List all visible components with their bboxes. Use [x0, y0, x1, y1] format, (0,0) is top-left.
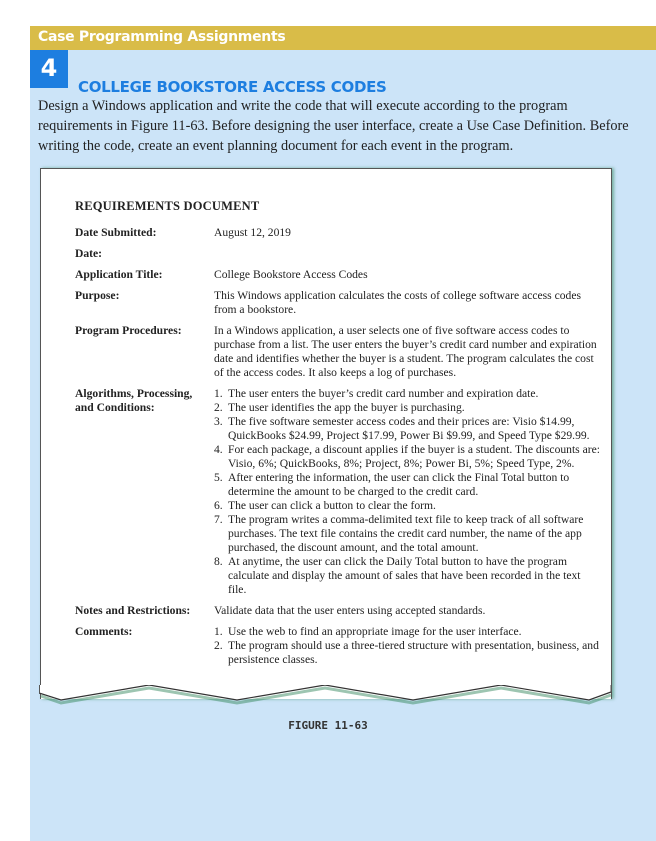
list-item	[214, 513, 600, 555]
list-item	[214, 443, 600, 471]
value: College Bookstore Access Codes	[214, 268, 368, 281]
section-banner	[30, 26, 656, 50]
item-number: 3.	[214, 415, 223, 428]
requirements-rows	[75, 226, 600, 674]
intro-paragraph: Design a Windows application and write the code that will execute according to the program requirements in Figure 11-63. Before designing the user interface, create a Use Case Definition. Before writing the code, create an event planning document for each event in the program.	[38, 98, 629, 154]
list-item	[214, 499, 600, 513]
value: This Windows application calculates the costs of college software access codes from a bookstore.	[214, 289, 581, 316]
figure-caption: FIGURE 11-63	[288, 719, 368, 732]
item-text: For each package, a discount applies if the buyer is a student. The discounts are: Visio, 6%; QuickBooks, 8%; Project, 8%; Power Bi, 5%; Speed Type, 2%.	[228, 443, 600, 470]
value	[214, 247, 600, 261]
row-date-submitted	[75, 226, 600, 240]
list-item	[214, 401, 600, 415]
item-text: The five software semester access codes and their prices are: Visio $14.99, QuickBooks $24.99, Project $17.99, Power Bi $9.99, and Speed Type $29.99.	[228, 415, 590, 442]
row-notes	[75, 604, 600, 618]
list-item	[214, 625, 600, 639]
item-text: The user can click a button to clear the form.	[228, 499, 436, 512]
item-text: The user identifies the app the buyer is purchasing.	[228, 401, 465, 414]
row-application-title	[75, 268, 600, 282]
list-item	[214, 387, 600, 401]
label: Algorithms, Processing, and Conditions:	[75, 387, 193, 414]
row-date	[75, 247, 600, 261]
torn-edge	[39, 685, 613, 715]
item-number: 6.	[214, 499, 223, 512]
section-title: Case Programming Assignments	[38, 29, 286, 45]
row-program-procedures	[75, 324, 600, 380]
label: Notes and Restrictions:	[75, 604, 191, 617]
item-number: 4.	[214, 443, 223, 456]
label: Program Procedures:	[75, 324, 182, 337]
item-text: At anytime, the user can click the Daily Total button to have the program calculate and display the amount of sales that have been recorded in the text file.	[228, 555, 581, 596]
label: Date Submitted:	[75, 226, 157, 239]
item-text: The program writes a comma-delimited text file to keep track of all software purchases. The text file contains the credit card number, the name of the app purchased, the discount amount, and the total amount.	[228, 513, 584, 554]
item-number: 7.	[214, 513, 223, 526]
list-item	[214, 471, 600, 499]
item-text: Use the web to find an appropriate image for the user interface.	[228, 625, 522, 638]
item-number: 1.	[214, 625, 223, 638]
list-item	[214, 415, 600, 443]
assignment-number: 4	[30, 50, 68, 88]
label: Application Title:	[75, 268, 163, 281]
list-item	[214, 639, 600, 667]
item-text: The user enters the buyer’s credit card number and expiration date.	[228, 387, 539, 400]
comments-list	[214, 625, 600, 667]
row-algorithms	[75, 387, 600, 597]
item-number: 2.	[214, 401, 223, 414]
list-item	[214, 555, 600, 597]
label: Purpose:	[75, 289, 120, 302]
item-number: 8.	[214, 555, 223, 568]
row-purpose	[75, 289, 600, 317]
value: In a Windows application, a user selects one of five software access codes to purchase from a list. The user enters the buyer’s credit card number and expiration date and identifies whether the buyer is a student. The program calculates the cost of the access codes. It also keeps a log of purchases.	[214, 324, 597, 379]
item-number: 5.	[214, 471, 223, 484]
label: Comments:	[75, 625, 133, 638]
assignment-title: COLLEGE BOOKSTORE ACCESS CODES	[78, 78, 387, 96]
item-text: The program should use a three-tiered structure with presentation, business, and persistence classes.	[228, 639, 599, 666]
item-text: After entering the information, the user can click the Final Total button to determine the amount to be charged to the credit card.	[228, 471, 570, 498]
item-number: 2.	[214, 639, 223, 652]
item-number: 1.	[214, 387, 223, 400]
document-heading: REQUIREMENTS DOCUMENT	[75, 199, 260, 213]
label: Date:	[75, 247, 103, 260]
value: Validate data that the user enters using accepted standards.	[214, 604, 486, 617]
row-comments	[75, 625, 600, 667]
algorithms-list	[214, 387, 600, 597]
value: August 12, 2019	[214, 226, 291, 239]
